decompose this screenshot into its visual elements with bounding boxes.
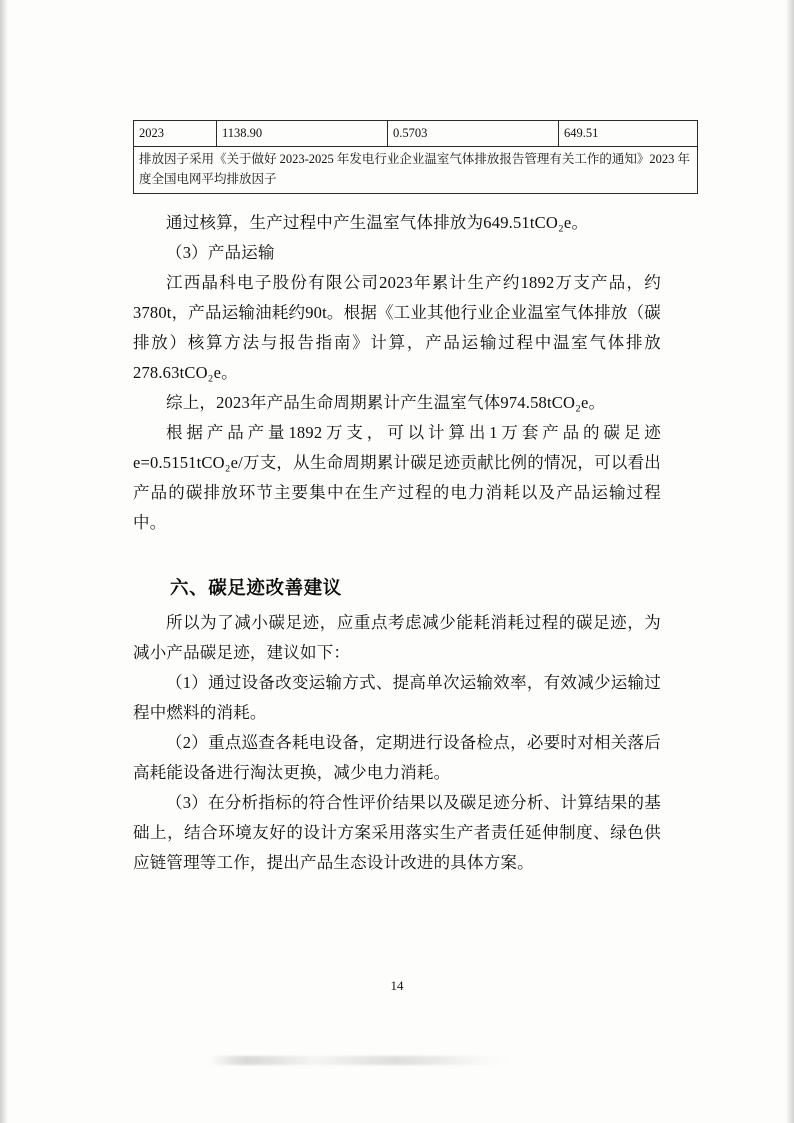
cell-value-c: 649.51 (559, 121, 698, 147)
page-right-shadow (786, 0, 794, 1123)
cell-year: 2023 (134, 121, 217, 147)
table-row (134, 121, 698, 147)
section-heading-improvement-suggestions: 六、碳足迹改善建议 (170, 579, 342, 600)
suggestion-item-3: （3）在分析指标的符合性评价结果以及碳足迹分析、计算结果的基础上，结合环境友好的设计方案采用落实生产者责任延伸制度、绿色供应链管理等工作，提出产品生态设计改进的具体方案。 (133, 793, 661, 873)
suggestion-item-2: （2）重点巡查各耗电设备，定期进行设备检点，必要时对相关落后高耗能设备进行淘汰更换，减少电力消耗。 (133, 733, 661, 783)
paragraph-section-intro: 所以为了减小碳足迹，应重点考虑减少能耗消耗过程的碳足迹，为减小产品碳足迹，建议如下： (133, 613, 661, 663)
suggestion-item-1: （1）通过设备改变运输方式、提高单次运输效率，有效减少运输过程中燃料的消耗。 (133, 673, 661, 723)
cell-value-b: 0.5703 (388, 121, 559, 147)
paragraph-item3-title: （3）产品运输 (166, 242, 275, 262)
cell-value-a: 1138.90 (217, 121, 388, 147)
table-note-row (134, 147, 698, 194)
paragraph-transport-detail: 江西晶科电子股份有限公司2023年累计生产约1892万支产品，约3780t，产品运输油耗约90t。根据《工业其他行业企业温室气体排放（碳排放）核算方法与报告指南》计算，产品运输过程中温室气体排放278.63tCO₂e。 (133, 272, 661, 382)
table-note: 排放因子采用《关于做好 2023-2025 年发电行业企业温室气体排放报告管理有关工作的通知》2023 年度全国电网平均排放因子 (134, 147, 698, 194)
page-number: 14 (390, 978, 404, 993)
paragraph-footprint: 根据产品产量1892万支，可以计算出1万套产品的碳足迹e=0.5151tCO₂e/万支，从生命周期累计碳足迹贡献比例的情况，可以看出产品的碳排放环节主要集中在生产过程的电力消耗以及产品运输过程中。 (133, 422, 661, 533)
emission-factor-table (133, 120, 698, 194)
scan-artifact (210, 1056, 510, 1065)
page-content (133, 120, 691, 878)
paragraph-accounting-result: 通过核算，生产过程中产生温室气体排放为649.51tCO₂e。 (166, 212, 589, 232)
page-left-shadow (0, 0, 8, 1123)
paragraph-summary: 综上，2023年产品生命周期累计产生温室气体974.58tCO₂e。 (166, 392, 606, 412)
